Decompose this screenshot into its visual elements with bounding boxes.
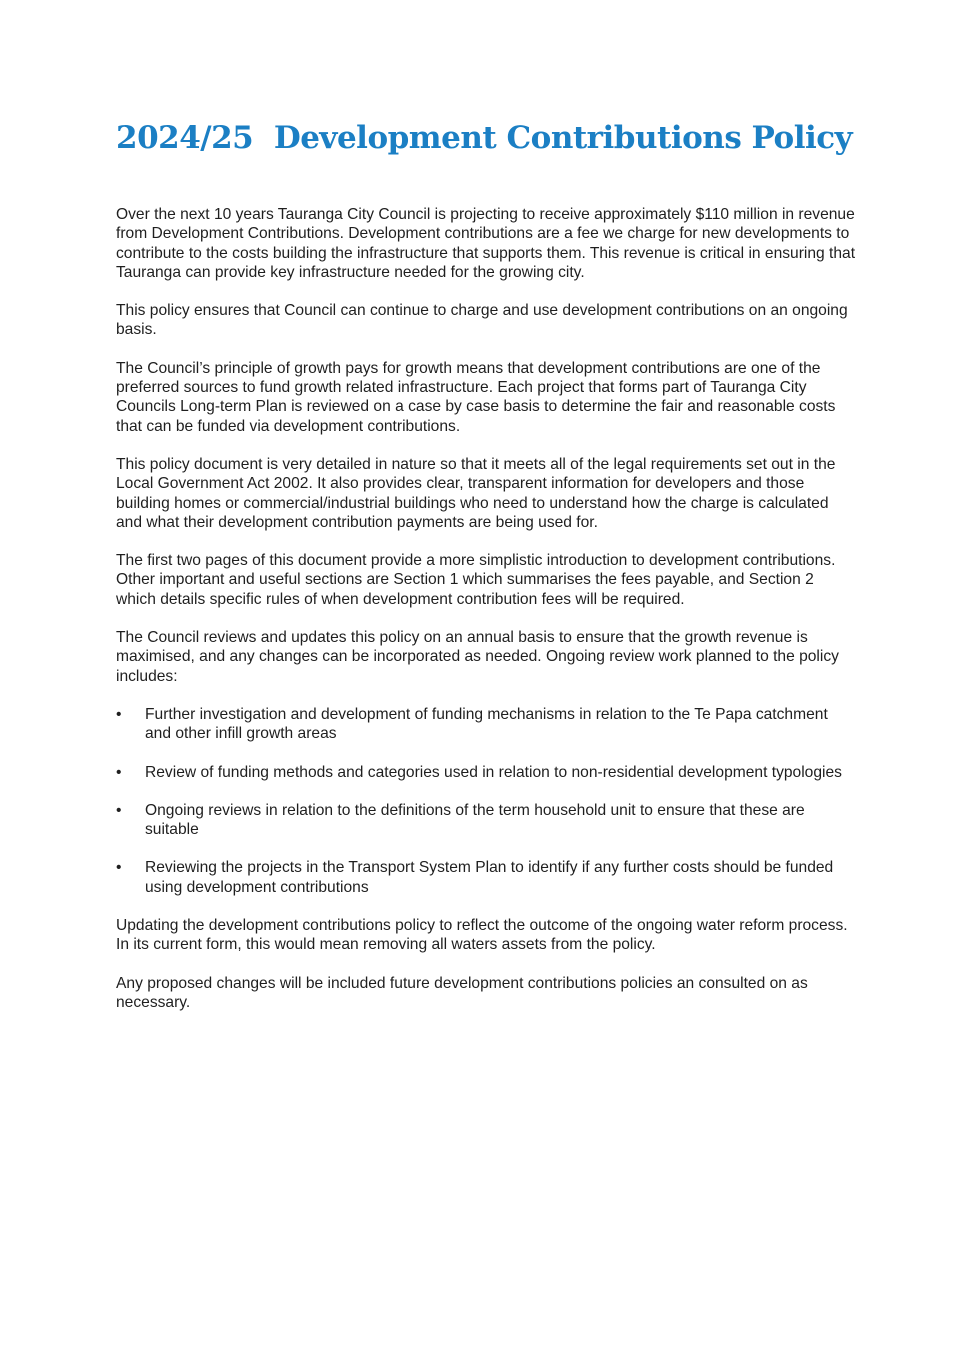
list-item-text: Ongoing reviews in relation to the definitions of the term household unit to ensure that these are suitable: [145, 801, 805, 839]
bullet-icon: •: [116, 801, 122, 819]
list-item: [116, 705, 856, 744]
list-item: [116, 763, 856, 782]
paragraph-water-reform: Updating the development contributions policy to reflect the outcome of the ongoing water reform process. In its current form, this would mean removing all waters assets from the policy.: [116, 917, 848, 954]
bullet-icon: •: [116, 705, 122, 723]
paragraph-document-guide: The first two pages of this document provide a more simplistic introduction to development contributions. Other important and useful sections are Section 1 which summarises the fees payable, and Section 2 which details specific rules of when development contribution fees will be required.: [116, 552, 836, 608]
list-item-text: Further investigation and development of funding mechanisms in relation to the Te Papa catchment and other infill growth areas: [145, 705, 828, 743]
bullet-icon: •: [116, 763, 122, 781]
list-item: [116, 801, 856, 840]
list-item-text: Reviewing the projects in the Transport System Plan to identify if any further costs should be funded using development contributions: [145, 859, 834, 896]
bullet-icon: •: [116, 859, 122, 877]
list-item-text: Review of funding methods and categories used in relation to non-residential development typologies: [145, 763, 842, 781]
page-title: 2024/25 Development Contributions Policy: [116, 120, 853, 156]
document-content: [116, 114, 856, 1031]
paragraph-revenue-overview: Over the next 10 years Tauranga City Council is projecting to receive approximately $110 million in revenue from Development Contributions. Development contributions are a fee we charge for new developments to contribute to the costs building the infrastructure that supports them. This revenue is critical in ensuring that Tauranga can provide key infrastructure needed for the growing city.: [116, 206, 856, 281]
paragraph-proposed-changes: Any proposed changes will be included future development contributions policies an consulted on as necessary.: [116, 974, 808, 1011]
review-work-list: [116, 705, 856, 897]
paragraph-policy-purpose: This policy ensures that Council can continue to charge and use development contributions on an ongoing basis.: [116, 302, 848, 339]
paragraph-legal-requirements: This policy document is very detailed in nature so that it meets all of the legal requirements set out in the Local Government Act 2002. It also provides clear, transparent information for developers and those building homes or commercial/industrial buildings who need to understand how the charge is calculated and what their development contribution payments are being used for.: [116, 455, 836, 531]
document-body: [116, 205, 856, 1012]
paragraph-annual-review: The Council reviews and updates this policy on an annual basis to ensure that the growth revenue is maximised, and any changes can be incorporated as needed. Ongoing review work planned to the policy includes:: [116, 629, 839, 685]
list-item: [116, 858, 856, 897]
paragraph-growth-principle: The Council’s principle of growth pays for growth means that development contributions are one of the preferred sources to fund growth related infrastructure. Each project that forms part of Tauranga City Councils Long-term Plan is reviewed on a case by case basis to determine the fair and reasonable costs that can be funded via development contributions.: [116, 359, 836, 435]
